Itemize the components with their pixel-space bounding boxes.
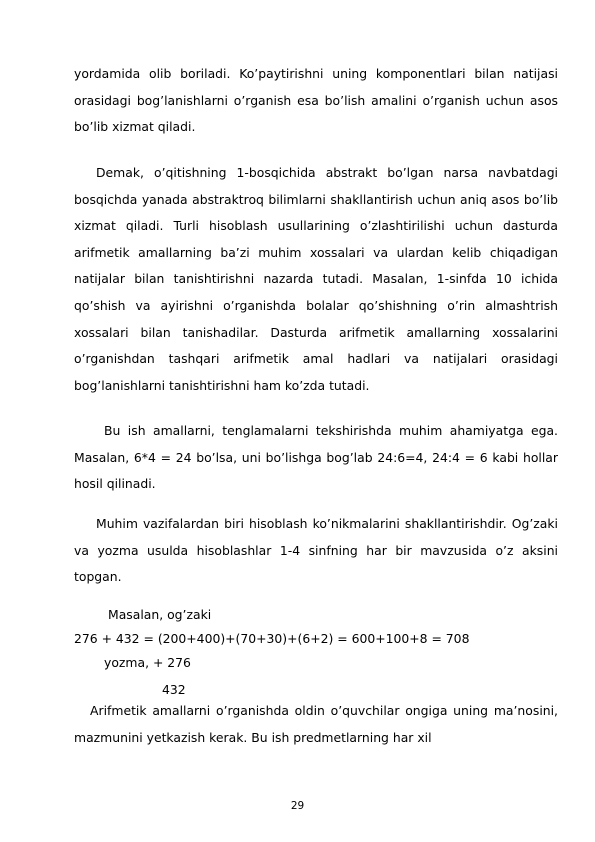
paragraph-4-text: Muhim vazifalardan biri hisoblash ko’nikmalarini shakllantirishdir. Og’zaki va yozma usulda hisoblashlar 1-4 sinfning har bir mavzusida o’z aksini topgan. (74, 516, 558, 585)
example-label-oral: Masalan, og’zaki (108, 607, 212, 622)
example-label-written: yozma, + 276 (104, 655, 191, 670)
paragraph-5 (74, 698, 558, 751)
paragraph-3-text: Bu ish amallarni, tenglamalarni tekshirishda muhim ahamiyatga ega. Masalan, 6*4 = 24 bo’lsa, uni bo’lishga bog’lab 24:6=4, 24:4 = 6 kabi hollar hosil qilinadi. (74, 423, 558, 492)
paragraph-3 (74, 418, 558, 498)
paragraph-1-text: yordamida olib boriladi. Ko’paytirishni uning komponentlari bilan natijasi orasidagi bog’lanishlarni o’rganish esa bo’lish amalini o’rganish uchun asos bo’lib xizmat qiladi. (74, 66, 558, 135)
example-written-second: 432 (162, 682, 186, 697)
paragraph-2 (74, 160, 558, 399)
paragraph-2-text: Demak, o’qitishning 1-bosqichida abstrakt bo’lgan narsa navbatdagi bosqichda yanada abstraktroq bilimlarni shakllantirish uchun aniq asos bo’lib xizmat qiladi. Turli hisoblash usullarining o’zlashtirilishi uchun dasturda arifmetik amallarning ba’zi muhim xossalari va ulardan kelib chiqadigan natijalar bilan tanishtirishni nazarda tutadi. Masalan, 1-sinfda 10 ichida qo’shish va ayirishni o’rganishda bolalar qo’shishning o’rin almashtrish xossalari bilan tanishadilar. Dasturda arifmetik amallarning xossalarini o’rganishdan tashqari arifmetik amal hadlari va natijalari orasidagi bog’lanishlarni tanishtirishni ham ko’zda tutadi. (74, 165, 558, 393)
paragraph-4 (74, 511, 558, 591)
paragraph-1 (74, 61, 558, 141)
page-number: 29 (290, 800, 305, 812)
example-oral-equation: 276 + 432 = (200+400)+(70+30)+(6+2) = 600+100+8 = 708 (74, 631, 470, 646)
paragraph-5-text: Arifmetik amallarni o’rganishda oldin o’quvchilar ongiga uning ma’nosini, mazmunini yetkazish kerak. Bu ish predmetlarning har xil (74, 703, 558, 745)
